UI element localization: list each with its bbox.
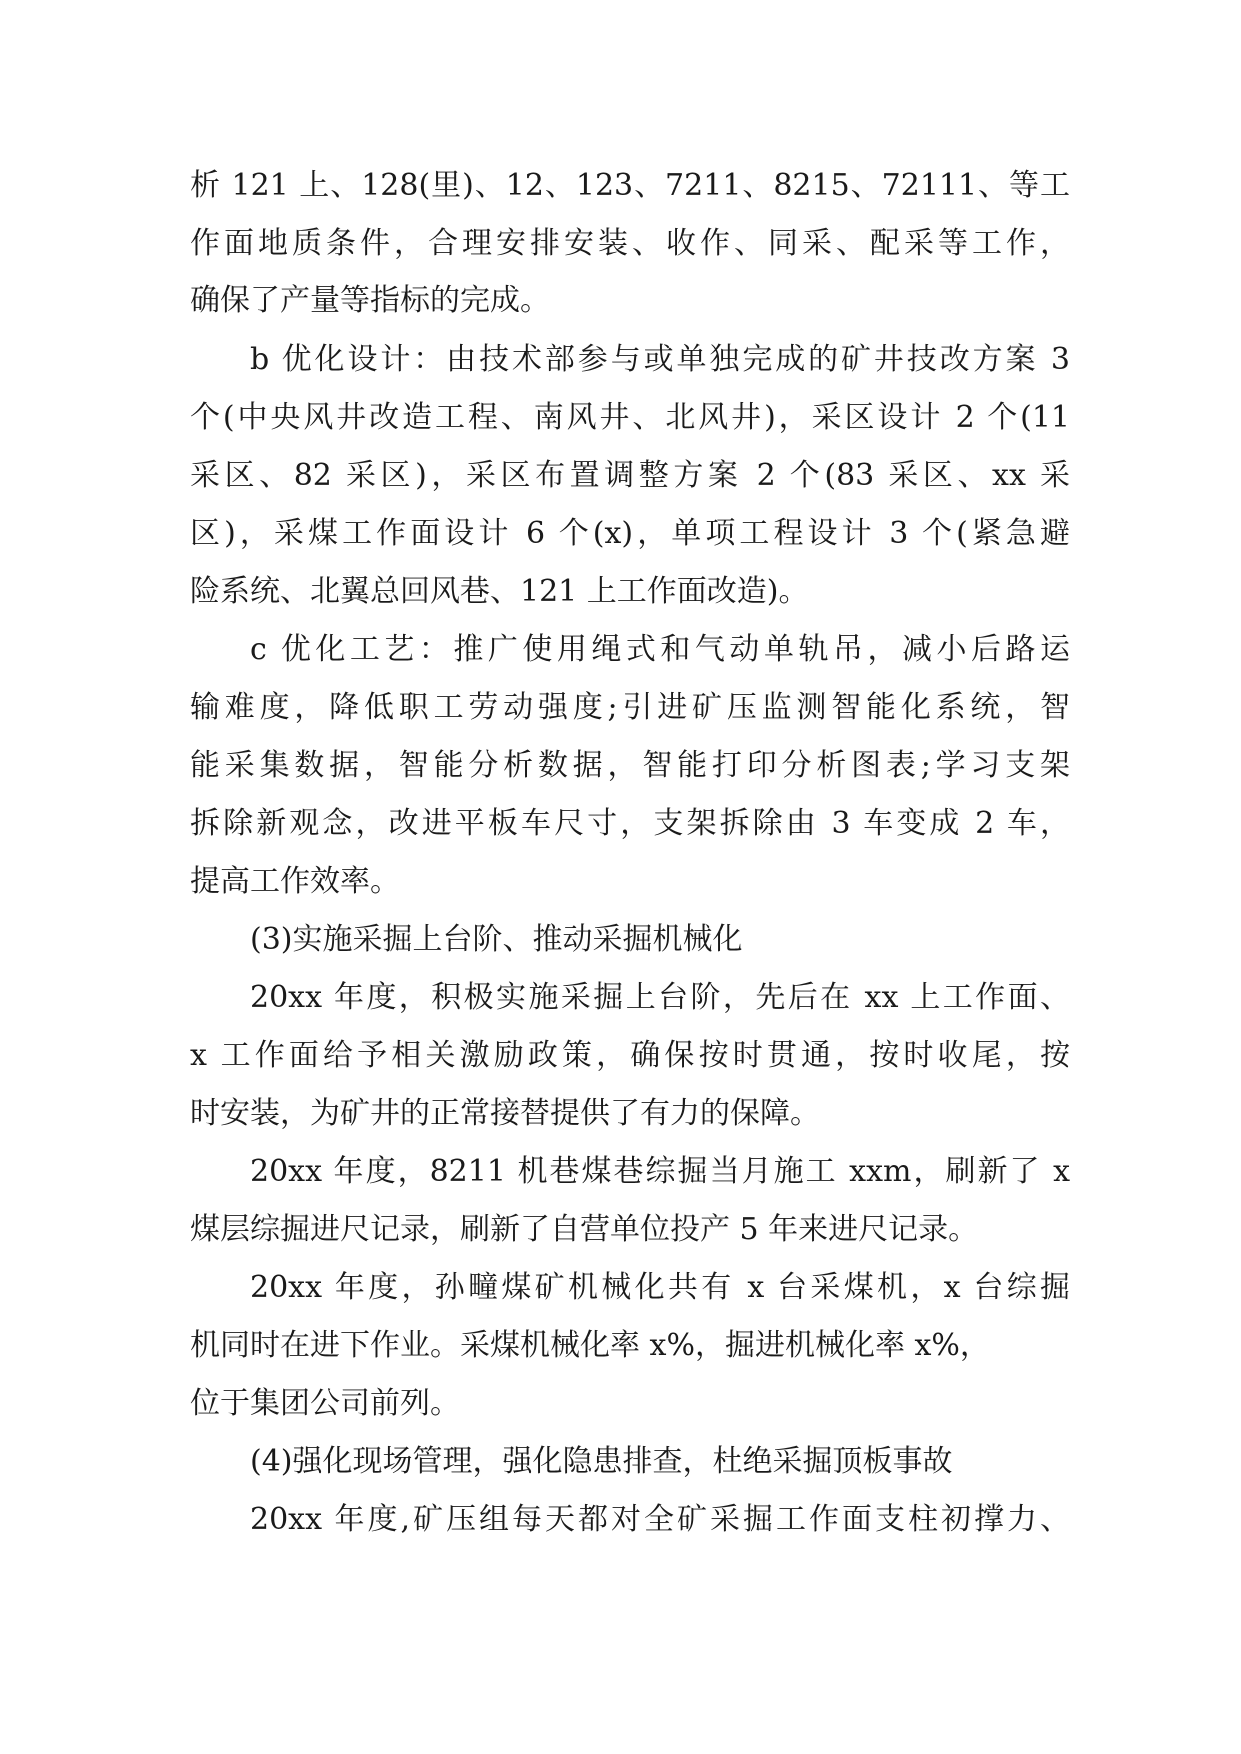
text-line: 20xx 年度，8211 机巷煤巷综掘当月施工 xxm，刷新了 x	[250, 1154, 1070, 1189]
text-line: 采区、82 采区)，采区布置调整方案 2 个(83 采区、xx 采	[190, 458, 1070, 493]
text-line: 区)，采煤工作面设计 6 个(x)，单项工程设计 3 个(紧急避	[190, 516, 1070, 551]
text-line: 个(中央风井改造工程、南风井、北风井)，采区设计 2 个(11	[190, 400, 1070, 435]
text-line: 提高工作效率。	[190, 864, 400, 899]
text-line: 机同时在进下作业。采煤机械化率 x%，掘进机械化率 x%，	[190, 1328, 990, 1363]
text-line: 确保了产量等指标的完成。	[190, 283, 550, 318]
text-line: x 工作面给予相关激励政策，确保按时贯通，按时收尾，按	[190, 1038, 1070, 1073]
text-line: 拆除新观念，改进平板车尺寸，支架拆除由 3 车变成 2 车，	[190, 806, 1070, 841]
section-heading: (3)实施采掘上台阶、推动采掘机械化	[250, 922, 743, 957]
text-line: 位于集团公司前列。	[190, 1386, 460, 1421]
text-line: 煤层综掘进尺记录，刷新了自营单位投产 5 年来进尺记录。	[190, 1212, 979, 1247]
text-line: 析 121 上、128(里)、12、123、7211、8215、72111、等工	[190, 168, 1070, 203]
section-heading: (4)强化现场管理，强化隐患排查，杜绝采掘顶板事故	[250, 1444, 953, 1479]
text-line: b 优化设计：由技术部参与或单独完成的矿井技改方案 3	[250, 342, 1070, 377]
text-line: 20xx 年度，孙疃煤矿机械化共有 x 台采煤机，x 台综掘	[250, 1270, 1070, 1305]
text-line: 20xx 年度，积极实施采掘上台阶，先后在 xx 上工作面、	[250, 980, 1070, 1015]
text-line: 险系统、北翼总回风巷、121 上工作面改造)。	[190, 574, 809, 609]
text-line: 输难度，降低职工劳动强度;引进矿压监测智能化系统，智	[190, 690, 1070, 725]
text-line: c 优化工艺：推广使用绳式和气动单轨吊，减小后路运	[250, 632, 1070, 667]
text-line: 作面地质条件，合理安排安装、收作、同采、配采等工作，	[190, 226, 1070, 261]
text-line: 20xx 年度,矿压组每天都对全矿采掘工作面支柱初撑力、	[250, 1502, 1070, 1537]
text-line: 能采集数据，智能分析数据，智能打印分析图表;学习支架	[190, 748, 1070, 783]
text-line: 时安装，为矿井的正常接替提供了有力的保障。	[190, 1096, 820, 1131]
